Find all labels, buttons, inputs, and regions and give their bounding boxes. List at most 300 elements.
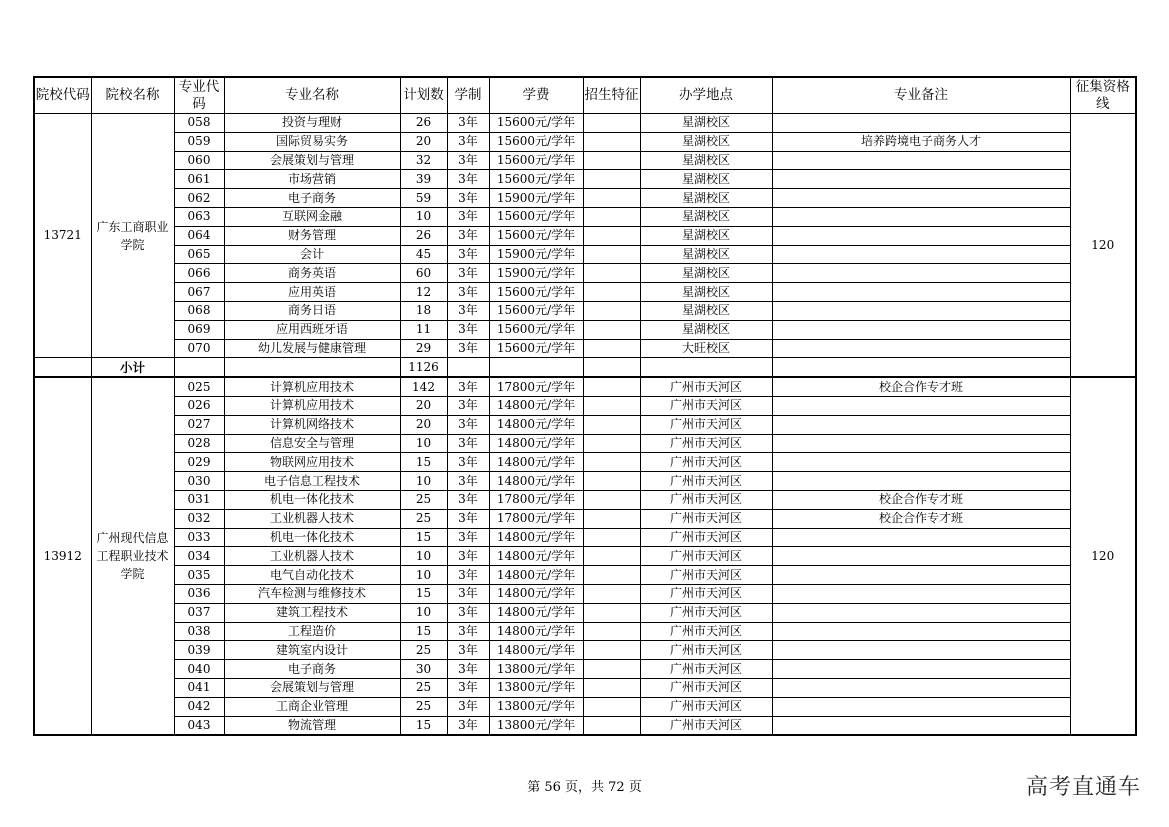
- feature-cell: [583, 264, 640, 283]
- note-cell: [772, 170, 1070, 189]
- major-code-cell: 036: [174, 584, 224, 603]
- duration-cell: 3年: [447, 453, 489, 472]
- note-cell: [772, 301, 1070, 320]
- table-header-row: [34, 77, 1136, 114]
- subtotal-value: 1126: [400, 358, 447, 377]
- table-row: [34, 226, 1136, 245]
- note-cell: [772, 226, 1070, 245]
- duration-cell: 3年: [447, 189, 489, 208]
- major-code-cell: 058: [174, 114, 224, 133]
- major-name-cell: 会展策划与管理: [224, 678, 400, 697]
- table-row: [34, 641, 1136, 660]
- tuition-cell: 15600元/学年: [489, 339, 583, 358]
- plan-cell: 25: [400, 678, 447, 697]
- feature-cell: [583, 584, 640, 603]
- table-row: [34, 547, 1136, 566]
- major-name-cell: 机电一体化技术: [224, 528, 400, 547]
- major-name-cell: 应用西班牙语: [224, 320, 400, 339]
- location-cell: 广州市天河区: [640, 453, 772, 472]
- feature-cell: [583, 622, 640, 641]
- tuition-cell: 13800元/学年: [489, 697, 583, 716]
- duration-cell: 3年: [447, 528, 489, 547]
- school-code-cell: 13721: [34, 114, 91, 358]
- plan-cell: 18: [400, 301, 447, 320]
- tuition-cell: 15600元/学年: [489, 151, 583, 170]
- major-code-cell: 042: [174, 697, 224, 716]
- major-name-cell: 电子信息工程技术: [224, 472, 400, 491]
- feature-cell: [583, 132, 640, 151]
- major-code-cell: 059: [174, 132, 224, 151]
- table-row: [34, 660, 1136, 679]
- duration-cell: 3年: [447, 678, 489, 697]
- tuition-cell: 15600元/学年: [489, 320, 583, 339]
- feature-cell: [583, 528, 640, 547]
- location-cell: 星湖校区: [640, 320, 772, 339]
- enrollment-table: [33, 76, 1137, 736]
- duration-cell: 3年: [447, 584, 489, 603]
- location-cell: 星湖校区: [640, 264, 772, 283]
- plan-cell: 26: [400, 114, 447, 133]
- header-threshold: 征集资格线: [1070, 77, 1136, 114]
- tuition-cell: 15600元/学年: [489, 301, 583, 320]
- subtotal-row: [34, 358, 1136, 377]
- duration-cell: 3年: [447, 301, 489, 320]
- major-code-cell: 060: [174, 151, 224, 170]
- plan-cell: 25: [400, 490, 447, 509]
- table-row: [34, 264, 1136, 283]
- table-row: [34, 603, 1136, 622]
- tuition-cell: 15900元/学年: [489, 189, 583, 208]
- major-name-cell: 国际贸易实务: [224, 132, 400, 151]
- tuition-cell: 13800元/学年: [489, 716, 583, 735]
- note-cell: [772, 453, 1070, 472]
- major-code-cell: 029: [174, 453, 224, 472]
- plan-cell: 25: [400, 697, 447, 716]
- feature-cell: [583, 226, 640, 245]
- plan-cell: 20: [400, 415, 447, 434]
- tuition-cell: 14800元/学年: [489, 584, 583, 603]
- duration-cell: 3年: [447, 622, 489, 641]
- feature-cell: [583, 189, 640, 208]
- major-name-cell: 电子商务: [224, 189, 400, 208]
- note-cell: [772, 434, 1070, 453]
- note-cell: [772, 189, 1070, 208]
- feature-cell: [583, 301, 640, 320]
- header-duration: 学制: [447, 77, 489, 114]
- tuition-cell: 14800元/学年: [489, 453, 583, 472]
- duration-cell: 3年: [447, 264, 489, 283]
- blank-cell: [224, 358, 400, 377]
- major-name-cell: 工商企业管理: [224, 697, 400, 716]
- plan-cell: 39: [400, 170, 447, 189]
- major-name-cell: 汽车检测与维修技术: [224, 584, 400, 603]
- note-cell: [772, 697, 1070, 716]
- note-cell: [772, 415, 1070, 434]
- major-code-cell: 038: [174, 622, 224, 641]
- duration-cell: 3年: [447, 226, 489, 245]
- header-feature: 招生特征: [583, 77, 640, 114]
- feature-cell: [583, 490, 640, 509]
- blank-cell: [489, 358, 583, 377]
- tuition-cell: 15600元/学年: [489, 207, 583, 226]
- plan-cell: 20: [400, 132, 447, 151]
- duration-cell: 3年: [447, 245, 489, 264]
- location-cell: 广州市天河区: [640, 415, 772, 434]
- blank-cell: [34, 358, 91, 377]
- plan-cell: 25: [400, 509, 447, 528]
- tuition-cell: 17800元/学年: [489, 377, 583, 396]
- table-row: [34, 528, 1136, 547]
- major-name-cell: 会计: [224, 245, 400, 264]
- major-code-cell: 025: [174, 377, 224, 396]
- tuition-cell: 15900元/学年: [489, 264, 583, 283]
- note-cell: [772, 716, 1070, 735]
- major-code-cell: 070: [174, 339, 224, 358]
- location-cell: 广州市天河区: [640, 566, 772, 585]
- plan-cell: 32: [400, 151, 447, 170]
- major-code-cell: 034: [174, 547, 224, 566]
- tuition-cell: 17800元/学年: [489, 490, 583, 509]
- feature-cell: [583, 566, 640, 585]
- duration-cell: 3年: [447, 660, 489, 679]
- note-cell: [772, 207, 1070, 226]
- tuition-cell: 15600元/学年: [489, 114, 583, 133]
- major-name-cell: 工程造价: [224, 622, 400, 641]
- location-cell: 广州市天河区: [640, 622, 772, 641]
- tuition-cell: 14800元/学年: [489, 528, 583, 547]
- header-tuition: 学费: [489, 77, 583, 114]
- major-name-cell: 互联网金融: [224, 207, 400, 226]
- major-code-cell: 065: [174, 245, 224, 264]
- tuition-cell: 14800元/学年: [489, 415, 583, 434]
- feature-cell: [583, 660, 640, 679]
- feature-cell: [583, 509, 640, 528]
- location-cell: 星湖校区: [640, 189, 772, 208]
- note-cell: [772, 151, 1070, 170]
- threshold-cell: 120: [1070, 114, 1136, 378]
- header-school-name: 院校名称: [91, 77, 174, 114]
- feature-cell: [583, 377, 640, 396]
- note-cell: [772, 320, 1070, 339]
- plan-cell: 12: [400, 283, 447, 302]
- location-cell: 星湖校区: [640, 151, 772, 170]
- table-row: [34, 207, 1136, 226]
- major-name-cell: 应用英语: [224, 283, 400, 302]
- feature-cell: [583, 245, 640, 264]
- table-row: [34, 622, 1136, 641]
- duration-cell: 3年: [447, 207, 489, 226]
- feature-cell: [583, 453, 640, 472]
- major-name-cell: 计算机应用技术: [224, 396, 400, 415]
- feature-cell: [583, 716, 640, 735]
- note-cell: [772, 245, 1070, 264]
- duration-cell: 3年: [447, 283, 489, 302]
- location-cell: 广州市天河区: [640, 697, 772, 716]
- table-row: [34, 678, 1136, 697]
- feature-cell: [583, 283, 640, 302]
- note-cell: [772, 472, 1070, 491]
- duration-cell: 3年: [447, 320, 489, 339]
- major-name-cell: 商务英语: [224, 264, 400, 283]
- plan-cell: 20: [400, 396, 447, 415]
- major-name-cell: 幼儿发展与健康管理: [224, 339, 400, 358]
- location-cell: 广州市天河区: [640, 528, 772, 547]
- plan-cell: 60: [400, 264, 447, 283]
- table-row: [34, 377, 1136, 396]
- location-cell: 广州市天河区: [640, 490, 772, 509]
- major-code-cell: 032: [174, 509, 224, 528]
- table-row: [34, 472, 1136, 491]
- major-name-cell: 建筑工程技术: [224, 603, 400, 622]
- major-name-cell: 建筑室内设计: [224, 641, 400, 660]
- plan-cell: 15: [400, 584, 447, 603]
- table-row: [34, 301, 1136, 320]
- blank-cell: [174, 358, 224, 377]
- tuition-cell: 14800元/学年: [489, 547, 583, 566]
- major-code-cell: 030: [174, 472, 224, 491]
- major-code-cell: 028: [174, 434, 224, 453]
- duration-cell: 3年: [447, 641, 489, 660]
- header-school-code: 院校代码: [34, 77, 91, 114]
- tuition-cell: 15600元/学年: [489, 283, 583, 302]
- table-row: [34, 509, 1136, 528]
- table-row: [34, 434, 1136, 453]
- feature-cell: [583, 151, 640, 170]
- table-row: [34, 114, 1136, 133]
- duration-cell: 3年: [447, 396, 489, 415]
- tuition-cell: 15600元/学年: [489, 132, 583, 151]
- location-cell: 星湖校区: [640, 132, 772, 151]
- table-row: [34, 584, 1136, 603]
- tuition-cell: 13800元/学年: [489, 678, 583, 697]
- feature-cell: [583, 114, 640, 133]
- tuition-cell: 15600元/学年: [489, 226, 583, 245]
- location-cell: 星湖校区: [640, 207, 772, 226]
- note-cell: [772, 396, 1070, 415]
- major-code-cell: 069: [174, 320, 224, 339]
- major-code-cell: 037: [174, 603, 224, 622]
- note-cell: [772, 603, 1070, 622]
- note-cell: 校企合作专才班: [772, 509, 1070, 528]
- note-cell: [772, 660, 1070, 679]
- location-cell: 星湖校区: [640, 226, 772, 245]
- header-major-name: 专业名称: [224, 77, 400, 114]
- table-row: [34, 339, 1136, 358]
- tuition-cell: 14800元/学年: [489, 603, 583, 622]
- header-location: 办学地点: [640, 77, 772, 114]
- note-cell: [772, 678, 1070, 697]
- tuition-cell: 14800元/学年: [489, 434, 583, 453]
- major-code-cell: 041: [174, 678, 224, 697]
- note-cell: [772, 283, 1070, 302]
- blank-cell: [447, 358, 489, 377]
- tuition-cell: 14800元/学年: [489, 472, 583, 491]
- major-code-cell: 043: [174, 716, 224, 735]
- note-cell: [772, 641, 1070, 660]
- tuition-cell: 15900元/学年: [489, 245, 583, 264]
- feature-cell: [583, 434, 640, 453]
- note-cell: [772, 547, 1070, 566]
- major-code-cell: 068: [174, 301, 224, 320]
- note-cell: [772, 622, 1070, 641]
- plan-cell: 59: [400, 189, 447, 208]
- table-row: [34, 283, 1136, 302]
- location-cell: 星湖校区: [640, 170, 772, 189]
- tuition-cell: 14800元/学年: [489, 641, 583, 660]
- plan-cell: 15: [400, 453, 447, 472]
- school-code-cell: 13912: [34, 377, 91, 735]
- major-code-cell: 031: [174, 490, 224, 509]
- duration-cell: 3年: [447, 509, 489, 528]
- header-plan: 计划数: [400, 77, 447, 114]
- plan-cell: 10: [400, 472, 447, 491]
- major-name-cell: 财务管理: [224, 226, 400, 245]
- duration-cell: 3年: [447, 377, 489, 396]
- plan-cell: 15: [400, 622, 447, 641]
- plan-cell: 10: [400, 434, 447, 453]
- major-name-cell: 机电一体化技术: [224, 490, 400, 509]
- watermark-logo: 高考直通车: [1025, 775, 1141, 800]
- feature-cell: [583, 320, 640, 339]
- major-code-cell: 062: [174, 189, 224, 208]
- location-cell: 广州市天河区: [640, 660, 772, 679]
- feature-cell: [583, 603, 640, 622]
- major-name-cell: 电子商务: [224, 660, 400, 679]
- major-code-cell: 039: [174, 641, 224, 660]
- duration-cell: 3年: [447, 472, 489, 491]
- duration-cell: 3年: [447, 490, 489, 509]
- table-row: [34, 396, 1136, 415]
- location-cell: 广州市天河区: [640, 641, 772, 660]
- note-cell: [772, 114, 1070, 133]
- major-code-cell: 027: [174, 415, 224, 434]
- tuition-cell: 13800元/学年: [489, 660, 583, 679]
- plan-cell: 25: [400, 641, 447, 660]
- plan-cell: 11: [400, 320, 447, 339]
- table-row: [34, 151, 1136, 170]
- major-name-cell: 物联网应用技术: [224, 453, 400, 472]
- location-cell: 广州市天河区: [640, 377, 772, 396]
- duration-cell: 3年: [447, 697, 489, 716]
- page-footer: 第 56 页，共 72 页: [527, 780, 642, 795]
- note-cell: 校企合作专才班: [772, 377, 1070, 396]
- feature-cell: [583, 697, 640, 716]
- feature-cell: [583, 472, 640, 491]
- blank-cell: [583, 358, 640, 377]
- duration-cell: 3年: [447, 170, 489, 189]
- threshold-cell: 120: [1070, 377, 1136, 735]
- feature-cell: [583, 641, 640, 660]
- note-cell: [772, 264, 1070, 283]
- table-row: [34, 170, 1136, 189]
- major-code-cell: 033: [174, 528, 224, 547]
- major-code-cell: 035: [174, 566, 224, 585]
- table-row: [34, 320, 1136, 339]
- duration-cell: 3年: [447, 547, 489, 566]
- major-name-cell: 工业机器人技术: [224, 509, 400, 528]
- major-name-cell: 会展策划与管理: [224, 151, 400, 170]
- major-code-cell: 066: [174, 264, 224, 283]
- major-name-cell: 电气自动化技术: [224, 566, 400, 585]
- plan-cell: 10: [400, 207, 447, 226]
- note-cell: 校企合作专才班: [772, 490, 1070, 509]
- location-cell: 广州市天河区: [640, 547, 772, 566]
- note-cell: [772, 584, 1070, 603]
- plan-cell: 29: [400, 339, 447, 358]
- table-row: [34, 245, 1136, 264]
- major-code-cell: 061: [174, 170, 224, 189]
- location-cell: 广州市天河区: [640, 678, 772, 697]
- tuition-cell: 15600元/学年: [489, 170, 583, 189]
- duration-cell: 3年: [447, 434, 489, 453]
- tuition-cell: 14800元/学年: [489, 396, 583, 415]
- school-name-cell: 广东工商职业学院: [91, 114, 174, 358]
- duration-cell: 3年: [447, 339, 489, 358]
- major-name-cell: 计算机应用技术: [224, 377, 400, 396]
- header-note: 专业备注: [772, 77, 1070, 114]
- note-cell: 培养跨境电子商务人才: [772, 132, 1070, 151]
- feature-cell: [583, 207, 640, 226]
- feature-cell: [583, 339, 640, 358]
- location-cell: 广州市天河区: [640, 716, 772, 735]
- major-name-cell: 工业机器人技术: [224, 547, 400, 566]
- table-row: [34, 490, 1136, 509]
- feature-cell: [583, 170, 640, 189]
- feature-cell: [583, 415, 640, 434]
- blank-cell: [640, 358, 772, 377]
- duration-cell: 3年: [447, 603, 489, 622]
- plan-cell: 10: [400, 566, 447, 585]
- location-cell: 星湖校区: [640, 114, 772, 133]
- plan-cell: 45: [400, 245, 447, 264]
- feature-cell: [583, 396, 640, 415]
- location-cell: 大旺校区: [640, 339, 772, 358]
- plan-cell: 142: [400, 377, 447, 396]
- location-cell: 广州市天河区: [640, 603, 772, 622]
- location-cell: 广州市天河区: [640, 509, 772, 528]
- major-code-cell: 040: [174, 660, 224, 679]
- tuition-cell: 14800元/学年: [489, 622, 583, 641]
- plan-cell: 15: [400, 716, 447, 735]
- table-row: [34, 697, 1136, 716]
- major-code-cell: 063: [174, 207, 224, 226]
- location-cell: 广州市天河区: [640, 472, 772, 491]
- subtotal-label: 小计: [91, 358, 174, 377]
- feature-cell: [583, 678, 640, 697]
- plan-cell: 30: [400, 660, 447, 679]
- major-code-cell: 026: [174, 396, 224, 415]
- header-major-code: 专业代码: [174, 77, 224, 114]
- major-name-cell: 商务日语: [224, 301, 400, 320]
- tuition-cell: 14800元/学年: [489, 566, 583, 585]
- table-row: [34, 716, 1136, 735]
- major-name-cell: 物流管理: [224, 716, 400, 735]
- table-row: [34, 189, 1136, 208]
- feature-cell: [583, 547, 640, 566]
- duration-cell: 3年: [447, 132, 489, 151]
- major-name-cell: 信息安全与管理: [224, 434, 400, 453]
- table-row: [34, 415, 1136, 434]
- blank-cell: [772, 358, 1070, 377]
- duration-cell: 3年: [447, 716, 489, 735]
- major-name-cell: 计算机网络技术: [224, 415, 400, 434]
- location-cell: 广州市天河区: [640, 584, 772, 603]
- major-name-cell: 投资与理财: [224, 114, 400, 133]
- duration-cell: 3年: [447, 415, 489, 434]
- location-cell: 广州市天河区: [640, 396, 772, 415]
- location-cell: 星湖校区: [640, 301, 772, 320]
- duration-cell: 3年: [447, 114, 489, 133]
